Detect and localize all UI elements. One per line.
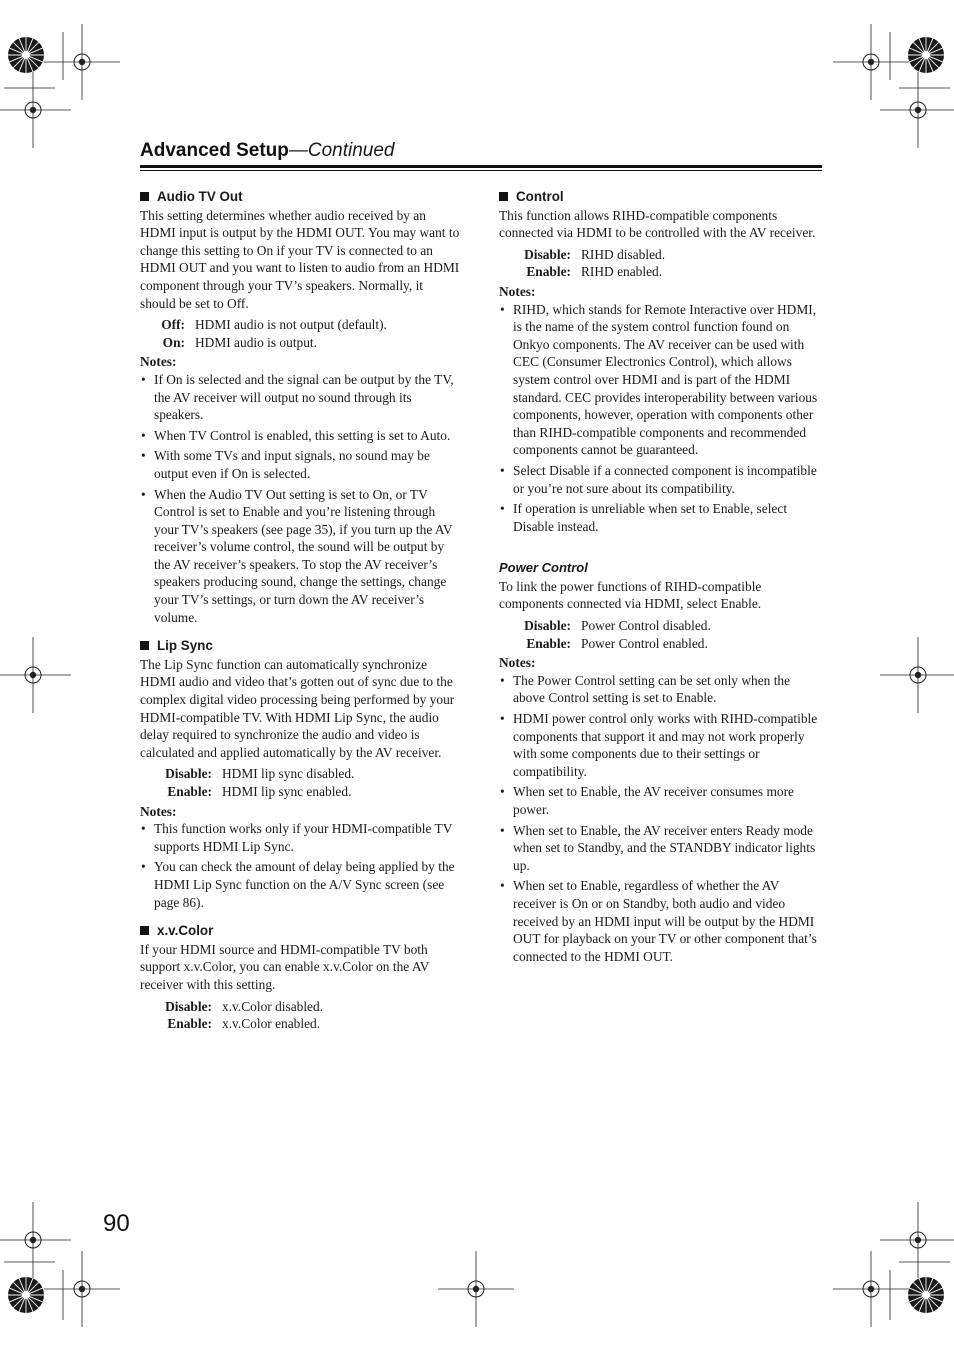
notes-list (499, 672, 821, 966)
section-heading: Control (499, 188, 821, 206)
note-item: • RIHD, which stands for Remote Interactive over HDMI, is the name of the system control function found on Onkyo components. The AV receiver can be used with CEC (Consumer Electronics Control), which allows system control over HDMI and is part of the HDMI standard. CEC provides interoperability between various components, however, operation with components other than RIHD-compatible components and recommended components cannot be guaranteed. (499, 301, 821, 459)
section-heading: Lip Sync (140, 637, 462, 655)
option-row (140, 1015, 462, 1033)
square-bullet-icon (140, 641, 149, 650)
header-rule-thin (140, 170, 822, 171)
option-row (499, 635, 821, 653)
header-rule (140, 165, 822, 168)
note-item: • This function works only if your HDMI-compatible TV supports HDMI Lip Sync. (140, 820, 462, 855)
option-value: x.v.Color disabled. (222, 998, 324, 1014)
note-item: • When set to Enable, the AV receiver enters Ready mode when set to Standby, and the STANDBY indicator lights up. (499, 822, 821, 875)
option-key: Enable: (526, 635, 571, 651)
option-list (140, 765, 462, 800)
subsection-heading: Power Control (499, 560, 588, 576)
option-key: Enable: (167, 1016, 212, 1032)
option-row (499, 246, 821, 264)
option-value: HDMI lip sync enabled. (222, 784, 352, 799)
option-value: RIHD enabled. (581, 264, 663, 280)
option-key: Disable: (524, 246, 571, 262)
page-number: 90 (103, 1210, 130, 1237)
page-title: Advanced Setup (140, 140, 289, 161)
section-lip-sync (140, 637, 462, 911)
option-value: HDMI lip sync disabled. (222, 766, 355, 782)
section-heading: Audio TV Out (140, 188, 462, 206)
option-key: Off: (161, 317, 185, 333)
notes-list (140, 371, 462, 626)
option-value: Power Control disabled. (581, 618, 711, 634)
section-body: To link the power functions of RIHD-compatible components connected via HDMI, select Enable. (499, 578, 762, 612)
notes-list (499, 301, 821, 536)
option-key: Disable: (165, 998, 212, 1014)
option-key: On: (162, 334, 185, 350)
option-list (499, 246, 821, 281)
continued-label: —Continued (288, 140, 395, 161)
right-column (499, 188, 821, 968)
section-body: This function allows RIHD-compatible components connected via HDMI to be controlled with the AV receiver. (499, 207, 816, 241)
option-key: Enable: (167, 784, 212, 799)
section-body: This setting determines whether audio received by an HDMI input is output by the HDMI OUT. You may want to change this setting to On if your TV is connected to an HDMI OUT and you want to listen to audio from an HDMI component through your TV’s speakers. Normally, it should be set to Off. (140, 207, 460, 311)
square-bullet-icon (140, 192, 149, 201)
note-item: • The Power Control setting can be set only when the above Control setting is set to Enable. (499, 672, 821, 707)
notes-list (140, 820, 462, 911)
note-item: • If On is selected and the signal can be output by the TV, the AV receiver will output no sound through its speakers. (140, 371, 462, 424)
section-audio-tv-out (140, 188, 462, 626)
note-item: • Select Disable if a connected component is incompatible or you’re not sure about its compatibility. (499, 462, 821, 497)
option-value: HDMI audio is output. (195, 334, 317, 350)
note-item: • With some TVs and input signals, no sound may be output even if On is selected. (140, 447, 462, 482)
option-list (140, 316, 462, 351)
option-value: RIHD disabled. (581, 246, 666, 262)
square-bullet-icon (140, 926, 149, 935)
section-power-control (499, 559, 821, 965)
section-body: If your HDMI source and HDMI-compatible TV both support x.v.Color, you can enable x.v.Color on the AV receiver with this setting. (140, 941, 430, 992)
section-body: The Lip Sync function can automatically synchronize HDMI audio and video that’s gotten out of sync due to the complex digital video processing being performed by your HDMI-compatible TV. With HDMI Lip Sync, the audio delay required to synchronize the audio and video is calculated and applied automatically by the AV receiver. (140, 656, 455, 760)
option-list (499, 617, 821, 652)
notes-heading: Notes: (140, 354, 177, 370)
option-row (140, 765, 462, 783)
option-value: x.v.Color enabled. (222, 1016, 321, 1032)
option-row (499, 263, 821, 281)
note-item: • HDMI power control only works with RIHD-compatible components that support it and may not work properly with some components due to their settings or compatibility. (499, 710, 821, 780)
option-key: Enable: (526, 264, 571, 280)
option-row (140, 334, 462, 352)
note-item: • If operation is unreliable when set to Enable, select Disable instead. (499, 500, 821, 535)
note-item: • When set to Enable, regardless of whether the AV receiver is On or on Standby, both audio and video received by an HDMI input will be output by the HDMI OUT for playback on your TV or other component that’s connected to the HDMI OUT. (499, 877, 821, 965)
option-row (140, 998, 462, 1016)
option-list (140, 998, 462, 1033)
note-item: • When TV Control is enabled, this setting is set to Auto. (140, 427, 462, 445)
section-xvcolor (140, 922, 462, 1033)
square-bullet-icon (499, 192, 508, 201)
section-heading: x.v.Color (140, 922, 462, 940)
note-item: • When the Audio TV Out setting is set to On, or TV Control is set to Enable and you’re listening through your TV’s speakers (see page 35), if you turn up the AV receiver’s volume control, the sound will be output by the AV receiver’s speakers. To stop the AV receiver’s speakers producing sound, change the settings, change your TV’s settings, or turn down the AV receiver’s volume. (140, 486, 462, 627)
left-column (140, 188, 462, 1035)
notes-heading: Notes: (140, 803, 177, 819)
option-value: HDMI audio is not output (default). (195, 317, 387, 333)
option-key: Disable: (165, 766, 212, 782)
note-item: • When set to Enable, the AV receiver consumes more power. (499, 783, 821, 818)
note-item: • You can check the amount of delay being applied by the HDMI Lip Sync function on the A/V Sync screen (see page 86). (140, 858, 462, 911)
notes-heading: Notes: (499, 655, 536, 671)
option-key: Disable: (524, 618, 571, 634)
option-value: Power Control enabled. (581, 635, 708, 651)
section-control (499, 188, 821, 535)
option-row (140, 783, 462, 801)
page-header (140, 140, 822, 162)
notes-heading: Notes: (499, 283, 536, 299)
option-row (140, 316, 462, 334)
option-row (499, 617, 821, 635)
